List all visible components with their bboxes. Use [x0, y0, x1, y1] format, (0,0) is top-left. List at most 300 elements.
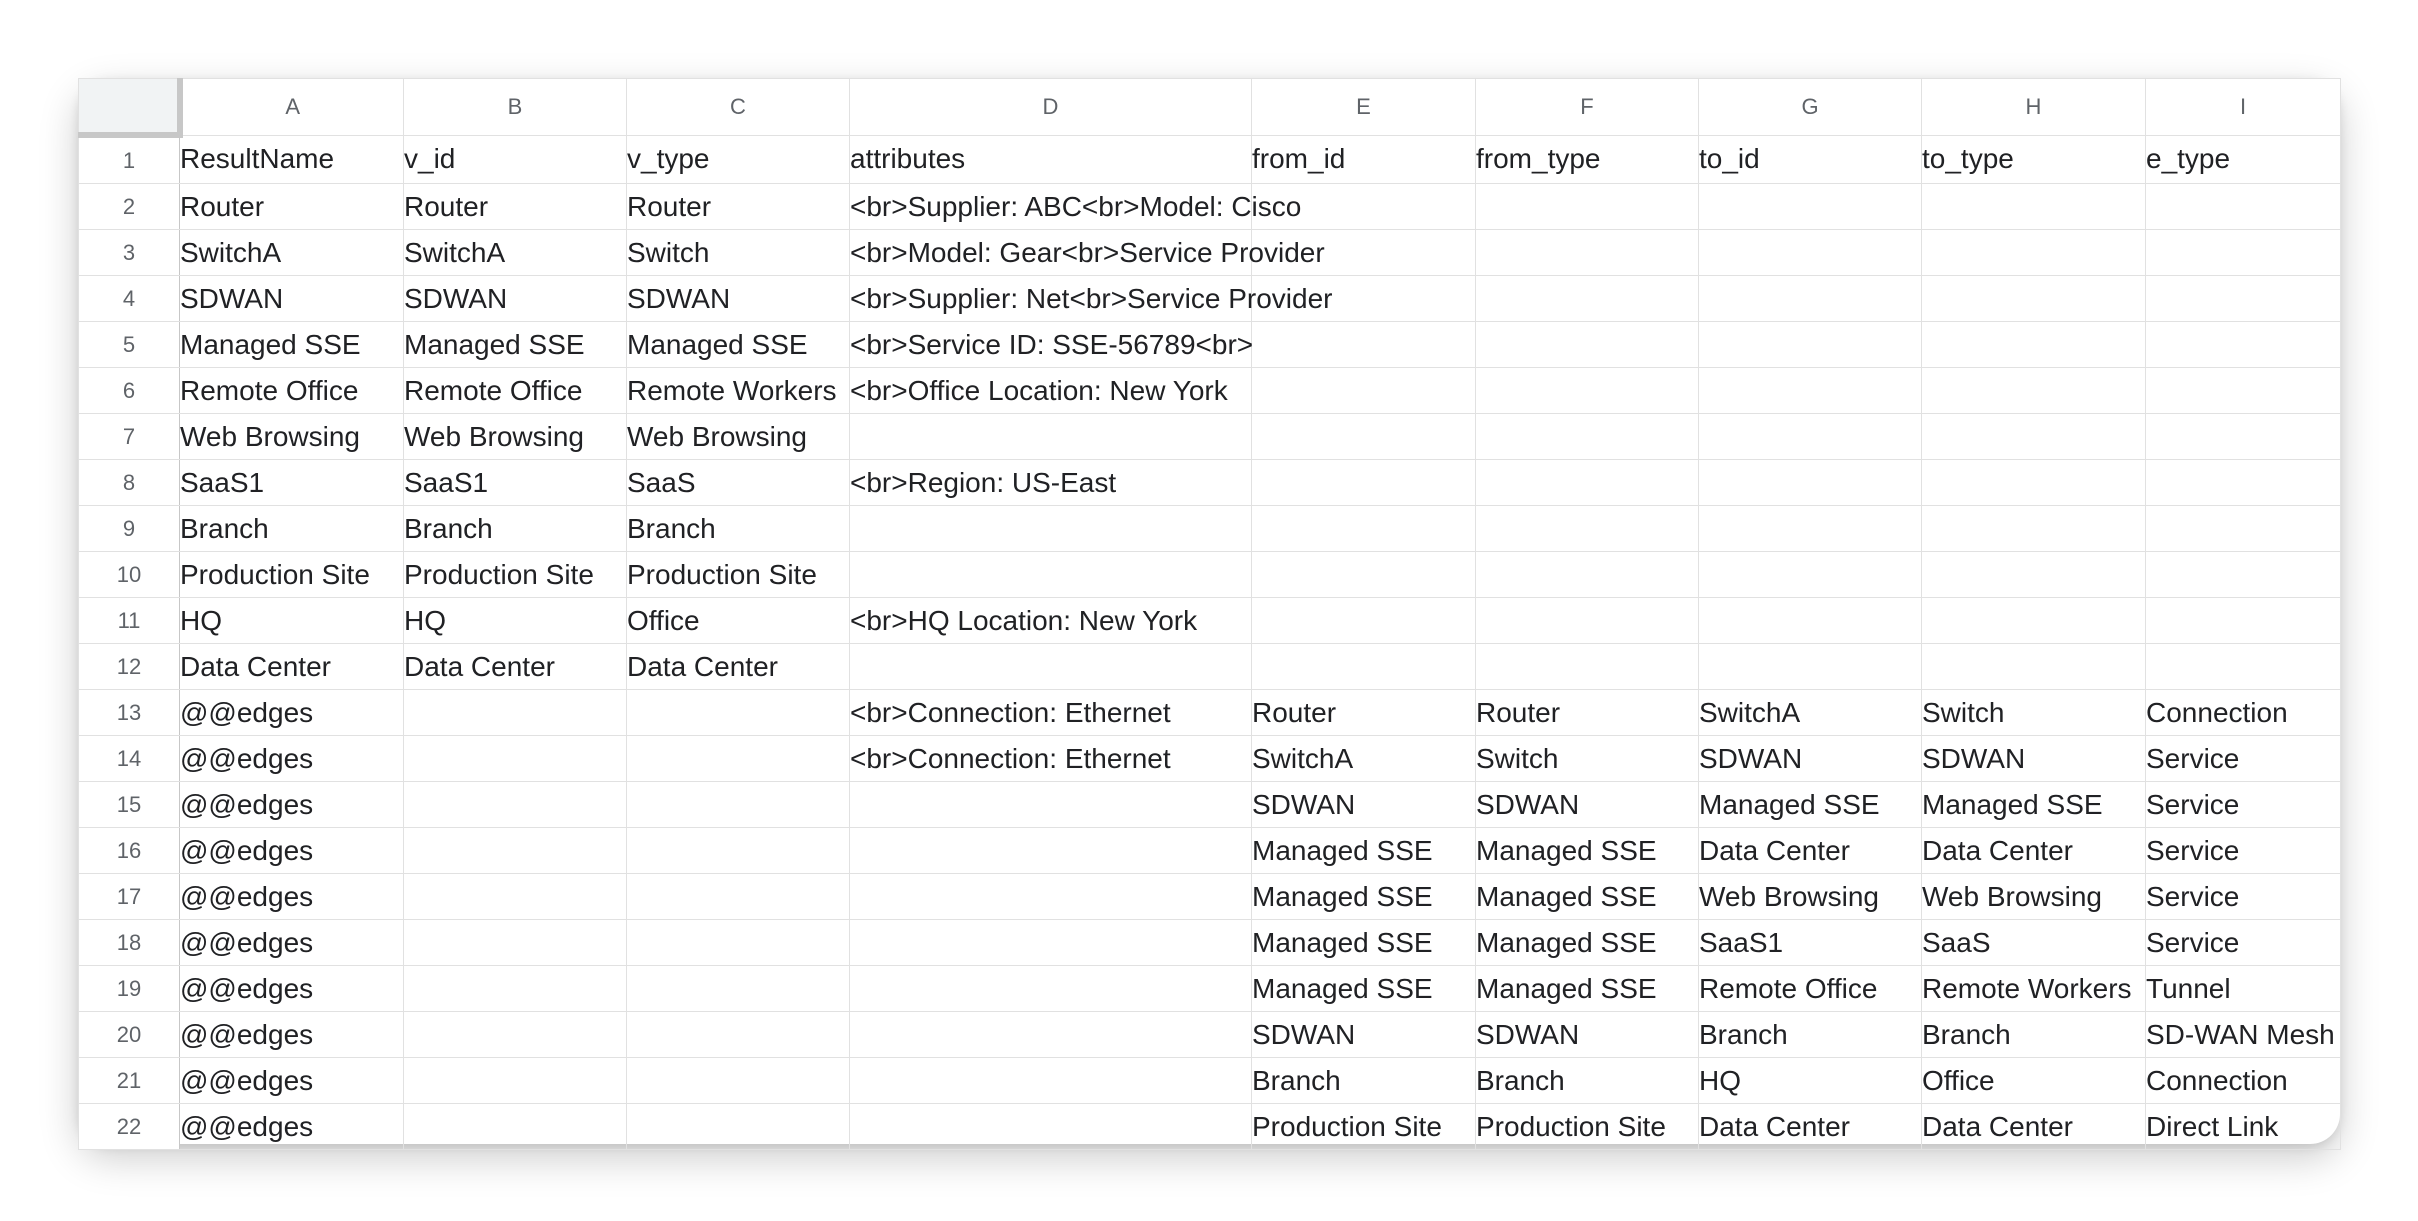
cell-h4[interactable] [1922, 276, 2146, 322]
cell-d12[interactable] [850, 644, 1252, 690]
row-header[interactable]: 19 [79, 966, 180, 1012]
cell-i20[interactable] [2146, 1012, 2341, 1058]
cell-i18[interactable] [2146, 920, 2341, 966]
cell-value: Web Browsing [627, 420, 808, 452]
cell-i4[interactable] [2146, 276, 2341, 322]
cell-f21[interactable] [1476, 1058, 1699, 1104]
cell-value: Office [627, 604, 700, 636]
cell-d16[interactable] [850, 828, 1252, 874]
cell-b6[interactable] [404, 368, 627, 414]
table-row [79, 135, 2341, 184]
cell-i17[interactable] [2146, 874, 2341, 920]
cell-value: Production Site [627, 558, 817, 590]
cell-d3[interactable] [850, 230, 1325, 276]
row-header[interactable]: 7 [79, 414, 180, 460]
cell-value: Connection [2146, 1064, 2288, 1096]
cell-b22[interactable] [404, 1104, 627, 1150]
cell-g9[interactable] [1699, 506, 1922, 552]
cell-f10[interactable] [1476, 552, 1699, 598]
cell-c5[interactable] [627, 322, 850, 368]
cell-b11[interactable] [404, 598, 627, 644]
cell-value: HQ [180, 604, 222, 636]
cell-f19[interactable] [1476, 966, 1699, 1012]
cell-c9[interactable] [627, 506, 850, 552]
cell-f11[interactable] [1476, 598, 1699, 644]
cell-i15[interactable] [2146, 782, 2341, 828]
cell-b20[interactable] [404, 1012, 627, 1058]
cell-b10[interactable] [404, 552, 627, 598]
cell-g3[interactable] [1699, 230, 1922, 276]
row-header[interactable]: 3 [79, 230, 180, 276]
cell-c18[interactable] [627, 920, 850, 966]
cell-h5[interactable] [1922, 322, 2146, 368]
cell-g2[interactable] [1699, 184, 1922, 230]
cell-i8[interactable] [2146, 460, 2341, 506]
cell-i13[interactable] [2146, 690, 2341, 736]
cell-i5[interactable] [2146, 322, 2341, 368]
cell-value: <br>Connection: Ethernet [850, 742, 1171, 774]
cell-f1[interactable] [1476, 135, 1699, 184]
cell-a15[interactable] [180, 782, 404, 828]
column-header-d[interactable]: D [850, 79, 1252, 136]
cell-a22[interactable] [180, 1104, 404, 1150]
cell-value: Router [1476, 696, 1561, 728]
table-row [79, 1012, 2341, 1058]
cell-i2[interactable] [2146, 184, 2341, 230]
cell-e18[interactable] [1252, 920, 1476, 966]
cell-h12[interactable] [1922, 644, 2146, 690]
cell-value: SwitchA [180, 236, 282, 268]
cell-b12[interactable] [404, 644, 627, 690]
row-header[interactable]: 14 [79, 736, 180, 782]
cell-value: Data Center [404, 650, 555, 682]
cell-i19[interactable] [2146, 966, 2341, 1012]
cell-value: Data Center [1922, 1110, 2073, 1142]
table-row [79, 276, 2341, 322]
cell-c20[interactable] [627, 1012, 850, 1058]
cell-c17[interactable] [627, 874, 850, 920]
row-header[interactable]: 6 [79, 368, 180, 414]
cell-value: @@edges [180, 788, 314, 820]
cell-value: Router [1252, 696, 1337, 728]
cell-value: Web Browsing [404, 420, 585, 452]
cell-e9[interactable] [1252, 506, 1476, 552]
cell-h9[interactable] [1922, 506, 2146, 552]
column-header-c[interactable]: C [627, 79, 850, 136]
cell-b19[interactable] [404, 966, 627, 1012]
column-header-b[interactable]: B [404, 79, 627, 136]
cell-b5[interactable] [404, 322, 627, 368]
cell-c1[interactable] [627, 135, 850, 184]
cell-value: <br>Supplier: Net<br>Service Provider [850, 282, 1333, 314]
cell-a13[interactable] [180, 690, 404, 736]
cell-value: Data Center [180, 650, 331, 682]
cell-f5[interactable] [1476, 322, 1699, 368]
row-header[interactable]: 12 [79, 644, 180, 690]
cell-c22[interactable] [627, 1104, 850, 1150]
cell-g21[interactable] [1699, 1058, 1922, 1104]
table-row [79, 1104, 2341, 1150]
cell-d4[interactable] [850, 276, 1333, 322]
table-row [79, 1058, 2341, 1104]
cell-i9[interactable] [2146, 506, 2341, 552]
cell-a9[interactable] [180, 506, 404, 552]
cell-d20[interactable] [850, 1012, 1252, 1058]
cell-value: Remote Workers [627, 374, 837, 406]
cell-c15[interactable] [627, 782, 850, 828]
cell-f22[interactable] [1476, 1104, 1699, 1150]
select-all-corner[interactable] [79, 79, 180, 136]
cell-d14[interactable] [850, 736, 1252, 782]
cell-a1[interactable] [180, 135, 404, 184]
cell-a7[interactable] [180, 414, 404, 460]
cell-i14[interactable] [2146, 736, 2341, 782]
cell-c21[interactable] [627, 1058, 850, 1104]
cell-f14[interactable] [1476, 736, 1699, 782]
cell-g1[interactable] [1699, 135, 1922, 184]
cell-b21[interactable] [404, 1058, 627, 1104]
cell-e15[interactable] [1252, 782, 1476, 828]
cell-d7[interactable] [850, 414, 1252, 460]
cell-e22[interactable] [1252, 1104, 1476, 1150]
cell-g19[interactable] [1699, 966, 1922, 1012]
cell-d11[interactable] [850, 598, 1252, 644]
cell-value: Managed SSE [1252, 880, 1433, 912]
cell-d5[interactable] [850, 322, 1252, 368]
cell-g15[interactable] [1699, 782, 1922, 828]
cell-value: Service [2146, 880, 2240, 912]
cell-c2[interactable] [627, 184, 850, 230]
cell-d6[interactable] [850, 368, 1252, 414]
cell-h17[interactable] [1922, 874, 2146, 920]
cell-d2[interactable] [850, 184, 1302, 230]
table-row [79, 414, 2341, 460]
cell-b2[interactable] [404, 184, 627, 230]
cell-e19[interactable] [1252, 966, 1476, 1012]
cell-h22[interactable] [1922, 1104, 2146, 1150]
cell-f17[interactable] [1476, 874, 1699, 920]
cell-value: Remote Office [404, 374, 583, 406]
cell-value: Production Site [1252, 1110, 1442, 1142]
cell-value: Branch [180, 512, 269, 544]
cell-h3[interactable] [1922, 230, 2146, 276]
cell-a6[interactable] [180, 368, 404, 414]
row-header[interactable]: 4 [79, 276, 180, 322]
cell-value: Web Browsing [1699, 880, 1880, 912]
cell-value: v_id [404, 143, 456, 175]
cell-g20[interactable] [1699, 1012, 1922, 1058]
row-header[interactable]: 17 [79, 874, 180, 920]
cell-f9[interactable] [1476, 506, 1699, 552]
cell-i22[interactable] [2146, 1104, 2341, 1150]
cell-b8[interactable] [404, 460, 627, 506]
row-header[interactable]: 9 [79, 506, 180, 552]
cell-a2[interactable] [180, 184, 404, 230]
cell-value: Service [2146, 834, 2240, 866]
row-header[interactable]: 18 [79, 920, 180, 966]
table-row [79, 460, 2341, 506]
cell-g7[interactable] [1699, 414, 1922, 460]
cell-value: Production Site [1476, 1110, 1666, 1142]
cell-h15[interactable] [1922, 782, 2146, 828]
cell-value: Managed SSE [1476, 880, 1657, 912]
cell-b16[interactable] [404, 828, 627, 874]
cell-e5[interactable] [1252, 322, 1476, 368]
cell-c3[interactable] [627, 230, 850, 276]
cell-value: @@edges [180, 926, 314, 958]
cell-a10[interactable] [180, 552, 404, 598]
cell-d10[interactable] [850, 552, 1252, 598]
cell-c14[interactable] [627, 736, 850, 782]
cell-e16[interactable] [1252, 828, 1476, 874]
row-header[interactable]: 5 [79, 322, 180, 368]
cell-a21[interactable] [180, 1058, 404, 1104]
cell-e6[interactable] [1252, 368, 1476, 414]
cell-c7[interactable] [627, 414, 850, 460]
cell-c16[interactable] [627, 828, 850, 874]
cell-value: Service [2146, 926, 2240, 958]
column-header-h[interactable]: H [1922, 79, 2146, 136]
cell-i21[interactable] [2146, 1058, 2341, 1104]
cell-f15[interactable] [1476, 782, 1699, 828]
table-row [79, 736, 2341, 782]
cell-h16[interactable] [1922, 828, 2146, 874]
cell-a20[interactable] [180, 1012, 404, 1058]
cell-value: Managed SSE [404, 328, 585, 360]
row-header[interactable]: 22 [79, 1104, 180, 1150]
cell-g12[interactable] [1699, 644, 1922, 690]
cell-f12[interactable] [1476, 644, 1699, 690]
cell-e12[interactable] [1252, 644, 1476, 690]
row-header[interactable]: 16 [79, 828, 180, 874]
cell-b17[interactable] [404, 874, 627, 920]
cell-h14[interactable] [1922, 736, 2146, 782]
column-header-e[interactable]: E [1252, 79, 1476, 136]
cell-b18[interactable] [404, 920, 627, 966]
cell-value: SDWAN [1252, 788, 1356, 820]
cell-h18[interactable] [1922, 920, 2146, 966]
cell-a12[interactable] [180, 644, 404, 690]
cell-a5[interactable] [180, 322, 404, 368]
row-header[interactable]: 21 [79, 1058, 180, 1104]
cell-h2[interactable] [1922, 184, 2146, 230]
row-header[interactable]: 13 [79, 690, 180, 736]
cell-c11[interactable] [627, 598, 850, 644]
cell-value: @@edges [180, 742, 314, 774]
cell-a14[interactable] [180, 736, 404, 782]
cell-value: Tunnel [2146, 972, 2231, 1004]
cell-value: <br>Model: Gear<br>Service Provider [850, 236, 1325, 268]
cell-h11[interactable] [1922, 598, 2146, 644]
cell-d22[interactable] [850, 1104, 1252, 1150]
cell-h20[interactable] [1922, 1012, 2146, 1058]
row-header[interactable]: 2 [79, 184, 180, 230]
cell-e17[interactable] [1252, 874, 1476, 920]
cell-g4[interactable] [1699, 276, 1922, 322]
cell-h8[interactable] [1922, 460, 2146, 506]
cell-i10[interactable] [2146, 552, 2341, 598]
cell-i11[interactable] [2146, 598, 2341, 644]
cell-value: Office [1922, 1064, 1995, 1096]
cell-value: Managed SSE [1922, 788, 2103, 820]
cell-c12[interactable] [627, 644, 850, 690]
cell-a3[interactable] [180, 230, 404, 276]
cell-d18[interactable] [850, 920, 1252, 966]
row-header[interactable]: 11 [79, 598, 180, 644]
cell-d19[interactable] [850, 966, 1252, 1012]
cell-g5[interactable] [1699, 322, 1922, 368]
cell-i1[interactable] [2146, 135, 2341, 184]
cell-d1[interactable] [850, 135, 1252, 184]
cell-value: @@edges [180, 696, 314, 728]
cell-g16[interactable] [1699, 828, 1922, 874]
cell-e8[interactable] [1252, 460, 1476, 506]
cell-value: Branch [1252, 1064, 1341, 1096]
cell-a19[interactable] [180, 966, 404, 1012]
cell-d17[interactable] [850, 874, 1252, 920]
cell-d9[interactable] [850, 506, 1252, 552]
cell-h21[interactable] [1922, 1058, 2146, 1104]
cell-value: <br>HQ Location: New York [850, 604, 1198, 636]
cell-h10[interactable] [1922, 552, 2146, 598]
cell-b3[interactable] [404, 230, 627, 276]
cell-h1[interactable] [1922, 135, 2146, 184]
cell-b13[interactable] [404, 690, 627, 736]
cell-a8[interactable] [180, 460, 404, 506]
row-header[interactable]: 8 [79, 460, 180, 506]
cell-a18[interactable] [180, 920, 404, 966]
cell-b4[interactable] [404, 276, 627, 322]
spreadsheet-grid [78, 78, 2341, 1150]
cell-b1[interactable] [404, 135, 627, 184]
cell-value: Web Browsing [1922, 880, 2103, 912]
cell-h7[interactable] [1922, 414, 2146, 460]
cell-c13[interactable] [627, 690, 850, 736]
cell-d15[interactable] [850, 782, 1252, 828]
cell-i3[interactable] [2146, 230, 2341, 276]
cell-value: Service [2146, 742, 2240, 774]
cell-value: SDWAN [1922, 742, 2026, 774]
row-header[interactable]: 1 [79, 135, 180, 184]
cell-b7[interactable] [404, 414, 627, 460]
cell-f13[interactable] [1476, 690, 1699, 736]
row-header[interactable]: 10 [79, 552, 180, 598]
column-header-f[interactable]: F [1476, 79, 1699, 136]
cell-d21[interactable] [850, 1058, 1252, 1104]
cell-value: Data Center [627, 650, 778, 682]
column-header-g[interactable]: G [1699, 79, 1922, 136]
cell-a16[interactable] [180, 828, 404, 874]
cell-value: Direct Link [2146, 1110, 2279, 1142]
cell-value: SD-WAN Mesh [2146, 1018, 2335, 1050]
row-header[interactable]: 20 [79, 1012, 180, 1058]
cell-a11[interactable] [180, 598, 404, 644]
cell-e7[interactable] [1252, 414, 1476, 460]
cell-g8[interactable] [1699, 460, 1922, 506]
cell-g11[interactable] [1699, 598, 1922, 644]
cell-value: HQ [404, 604, 446, 636]
column-header-a[interactable]: A [180, 79, 404, 136]
cell-i12[interactable] [2146, 644, 2341, 690]
cell-value: SaaS1 [404, 466, 489, 498]
cell-f2[interactable] [1476, 184, 1699, 230]
cell-f20[interactable] [1476, 1012, 1699, 1058]
cell-a17[interactable] [180, 874, 404, 920]
cell-f4[interactable] [1476, 276, 1699, 322]
cell-e20[interactable] [1252, 1012, 1476, 1058]
table-row [79, 920, 2341, 966]
cell-g10[interactable] [1699, 552, 1922, 598]
cell-value: to_id [1699, 143, 1760, 175]
cell-value: Router [627, 190, 712, 222]
table-row [79, 644, 2341, 690]
cell-value: Router [180, 190, 265, 222]
cell-value: Service [2146, 788, 2240, 820]
cell-c6[interactable] [627, 368, 850, 414]
cell-h13[interactable] [1922, 690, 2146, 736]
cell-f8[interactable] [1476, 460, 1699, 506]
cell-g22[interactable] [1699, 1104, 1922, 1150]
cell-e10[interactable] [1252, 552, 1476, 598]
cell-g6[interactable] [1699, 368, 1922, 414]
cell-i7[interactable] [2146, 414, 2341, 460]
cell-c10[interactable] [627, 552, 850, 598]
cell-f18[interactable] [1476, 920, 1699, 966]
cell-b9[interactable] [404, 506, 627, 552]
cell-e14[interactable] [1252, 736, 1476, 782]
cell-e13[interactable] [1252, 690, 1476, 736]
cell-d8[interactable] [850, 460, 1252, 506]
cell-value: Remote Office [1699, 972, 1878, 1004]
cell-a4[interactable] [180, 276, 404, 322]
cell-value: Branch [627, 512, 716, 544]
cell-value: SDWAN [1699, 742, 1803, 774]
cell-e1[interactable] [1252, 135, 1476, 184]
cell-i16[interactable] [2146, 828, 2341, 874]
cell-value: Branch [404, 512, 493, 544]
cell-b14[interactable] [404, 736, 627, 782]
cell-value: SwitchA [1699, 696, 1801, 728]
cell-value: Branch [1922, 1018, 2011, 1050]
cell-value: e_type [2146, 143, 2231, 175]
cell-g14[interactable] [1699, 736, 1922, 782]
cell-value: SDWAN [1252, 1018, 1356, 1050]
cell-value: Managed SSE [1476, 972, 1657, 1004]
cell-i6[interactable] [2146, 368, 2341, 414]
cell-b15[interactable] [404, 782, 627, 828]
cell-c4[interactable] [627, 276, 850, 322]
cell-f7[interactable] [1476, 414, 1699, 460]
cell-e11[interactable] [1252, 598, 1476, 644]
row-header[interactable]: 15 [79, 782, 180, 828]
cell-value: Web Browsing [180, 420, 361, 452]
cell-value: Router [404, 190, 489, 222]
cell-f6[interactable] [1476, 368, 1699, 414]
cell-g18[interactable] [1699, 920, 1922, 966]
cell-e21[interactable] [1252, 1058, 1476, 1104]
cell-g17[interactable] [1699, 874, 1922, 920]
cell-f3[interactable] [1476, 230, 1699, 276]
cell-c8[interactable] [627, 460, 850, 506]
cell-d13[interactable] [850, 690, 1252, 736]
cell-g13[interactable] [1699, 690, 1922, 736]
cell-f16[interactable] [1476, 828, 1699, 874]
cell-c19[interactable] [627, 966, 850, 1012]
table-row [79, 828, 2341, 874]
cell-h6[interactable] [1922, 368, 2146, 414]
cell-h19[interactable] [1922, 966, 2146, 1012]
column-header-i[interactable]: I [2146, 79, 2341, 136]
